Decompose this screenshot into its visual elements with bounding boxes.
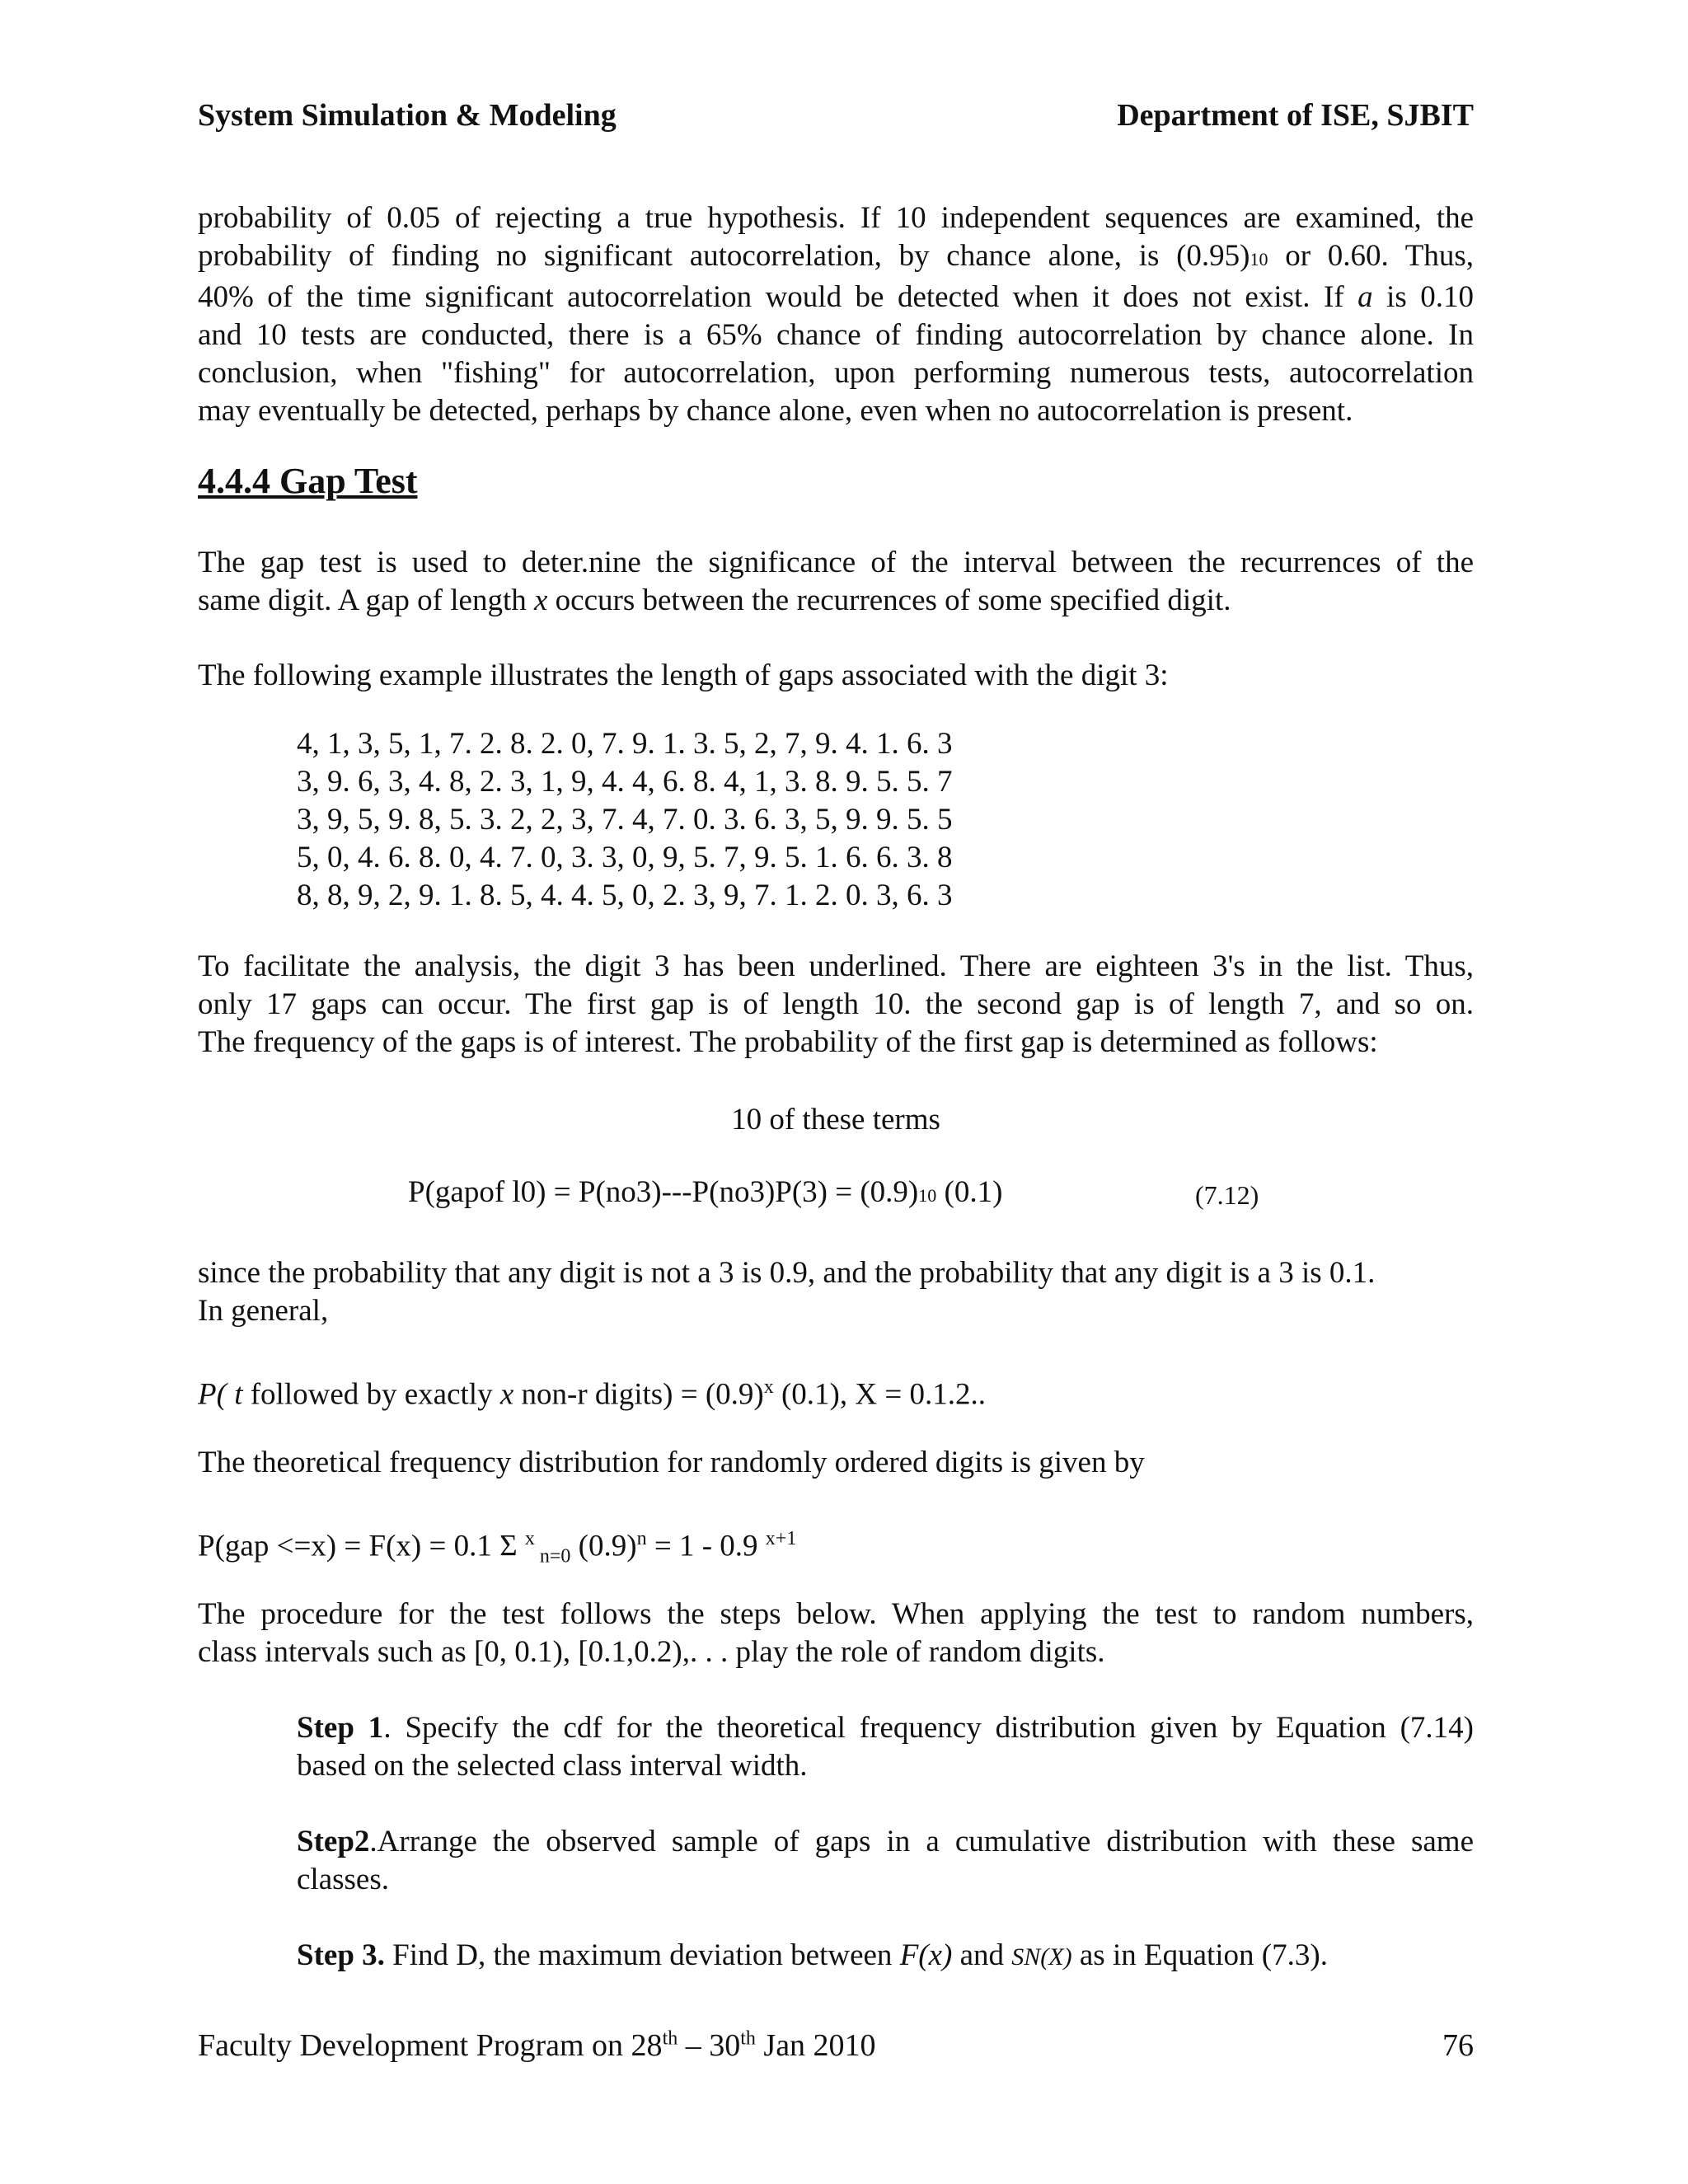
header-course-title: System Simulation & Modeling xyxy=(198,98,617,133)
since-line: since the probability that any digit is not a 3 is 0.9, and the probability that any digit is a 3 is 0.1. xyxy=(198,1256,1376,1290)
page-header xyxy=(198,97,1474,134)
general-equation: P( t followed by exactly x non-r digits) = $(0.9)^x$ (0.1), X = 0.1.2.. xyxy=(198,1376,986,1412)
page-number: 76 xyxy=(1442,2028,1474,2063)
footer-program: Faculty Development Program on 28th – 30th Jan 2010 xyxy=(198,2027,876,2063)
intro-line: probability of 0.05 of rejecting a true hypothesis. If 10 independent sequences are examined, the xyxy=(198,201,1474,235)
digit-row: 3, 9, 5, 9. 8, 5. 3. 2, 2, 3, 7. 4, 7. 0. 3. 6. 3, 5, 9. 9. 5. 5 xyxy=(297,803,953,837)
theoretical-line: The theoretical frequency distribution for randomly ordered digits is given by xyxy=(198,1446,1145,1479)
analysis-paragraph xyxy=(198,948,1474,1062)
intro-line: probability of finding no significant autocorrelation, by chance alone, is (0.95)10 or 0.60. Thus, xyxy=(198,239,1474,273)
gap-intro-paragraph xyxy=(198,544,1474,620)
intro-line: conclusion, when "fishing" for autocorrelation, upon performing numerous tests, autocorrelation xyxy=(198,356,1474,390)
analysis-line: To facilitate the analysis, the digit 3 has been underlined. There are eighteen 3's in the list. Thus, xyxy=(198,949,1474,983)
gap-intro-line: same digit. A gap of length x occurs between the recurrences of some specified digit. xyxy=(198,583,1231,617)
intro-paragraph xyxy=(198,199,1474,430)
step-2: Step2.Arrange the observed sample of gaps in a cumulative distribution with these same classes. xyxy=(297,1825,1474,1896)
cdf-equation: P(gap <=x) = F(x) = 0.1 Σ $^x$ $_{n=0}$ $(0.9)^n = 1 - 0.9$ $^{x+1}$ xyxy=(198,1528,797,1568)
terms-label: 10 of these terms xyxy=(731,1103,940,1137)
digit-row: 5, 0, 4. 6. 8. 0, 4. 7. 0, 3. 3, 0, 9, 5. 7, 9. 5. 1. 6. 6. 3. 8 xyxy=(297,841,953,874)
procedure-line: The procedure for the test follows the steps below. When applying the test to random numbers, xyxy=(198,1597,1474,1631)
header-department: Department of ISE, SJBIT xyxy=(1117,98,1474,133)
step-1: Step 1. Specify the cdf for the theoretical frequency distribution given by Equation (7.14) based on the selected class interval width. xyxy=(297,1711,1475,1783)
digit-sequence xyxy=(297,725,953,915)
digit-row: 3, 9. 6, 3, 4. 8, 2. 3, 1, 9, 4. 4, 6. 8. 4, 1, 3. 8. 9. 5. 5. 7 xyxy=(297,765,953,799)
intro-line: and 10 tests are conducted, there is a 65% chance of finding autocorrelation by chance alone. In xyxy=(198,318,1474,352)
procedure-line: class intervals such as [0, 0.1), [0.1,0.2),. . . play the role of random digits. xyxy=(198,1635,1105,1669)
gap-intro-line: The gap test is used to deter.nine the significance of the interval between the recurrences of the xyxy=(198,546,1474,579)
analysis-line: The frequency of the gaps is of interest. The probability of the first gap is determined as follows: xyxy=(198,1025,1378,1059)
intro-line: may eventually be detected, perhaps by chance alone, even when no autocorrelation is present. xyxy=(198,394,1353,428)
equation-number: (7.12) xyxy=(1195,1180,1259,1210)
section-heading: 4.4.4 Gap Test xyxy=(198,461,418,501)
intro-line: 40% of the time significant autocorrelation would be detected when it does not exist. If a is 0.10 xyxy=(198,280,1475,314)
since-paragraph xyxy=(198,1254,1474,1330)
step-3: Step 3. Find D, the maximum deviation between F(x) and SN(X) as in Equation (7.3). xyxy=(297,1938,1328,1972)
page-footer xyxy=(198,2027,1474,2064)
digit-row: 8, 8, 9, 2, 9. 1. 8. 5, 4. 4. 5, 0, 2. 3, 9, 7. 1. 2. 0. 3, 6. 3 xyxy=(297,879,953,912)
equation-7-12: P(gapof l0) = P(no3)---P(no3)P(3) = (0.9)10 (0.1) xyxy=(408,1175,1003,1209)
example-intro: The following example illustrates the length of gaps associated with the digit 3: xyxy=(198,658,1169,692)
document-page xyxy=(198,0,1474,2184)
since-line: In general, xyxy=(198,1294,329,1328)
digit-row: 4, 1, 3, 5, 1, 7. 2. 8. 2. 0, 7. 9. 1. 3. 5, 2, 7, 9. 4. 1. 6. 3 xyxy=(297,727,953,761)
procedure-paragraph xyxy=(198,1596,1474,1671)
analysis-line: only 17 gaps can occur. The first gap is of length 10. the second gap is of length 7, and so on. xyxy=(198,987,1474,1021)
